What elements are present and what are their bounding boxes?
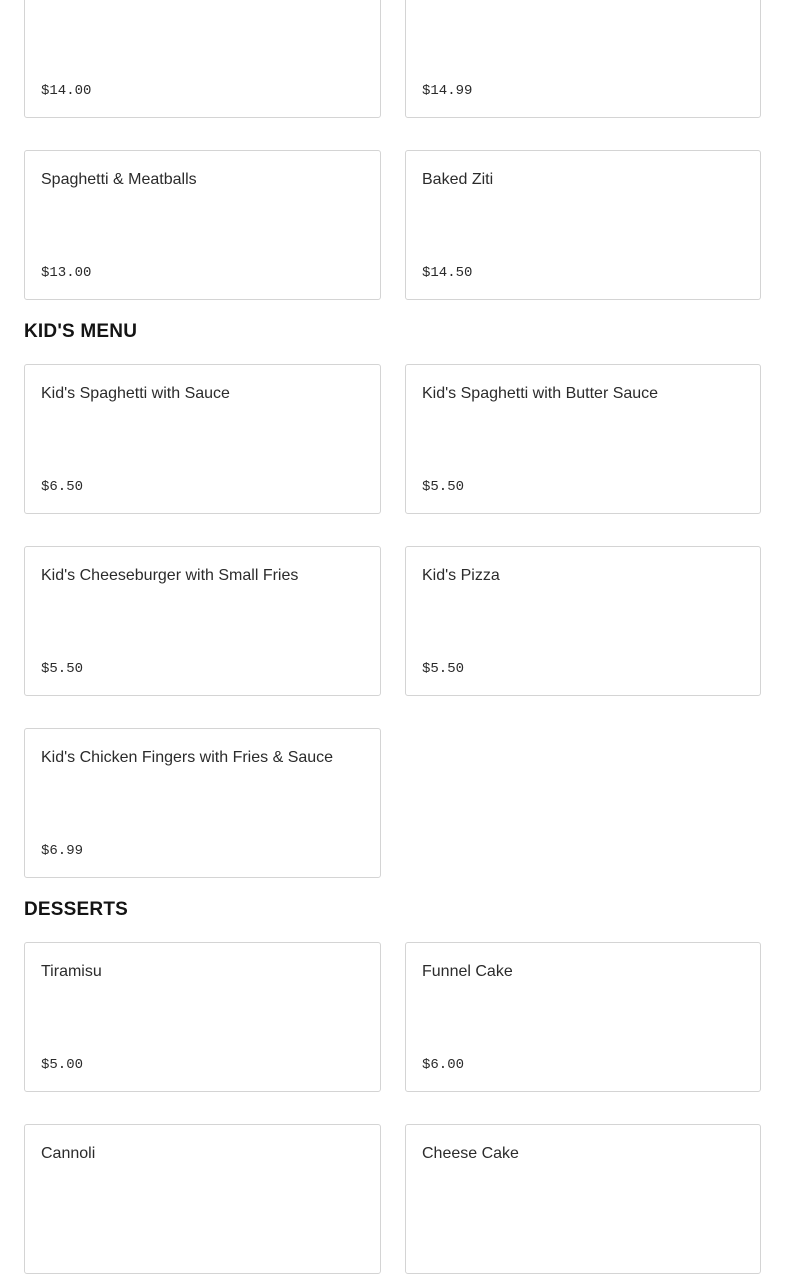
menu-item-price: $14.99: [422, 83, 473, 99]
menu-item-name: Kid's Pizza: [422, 567, 500, 584]
section-title-desserts: DESSERTS: [24, 899, 129, 920]
menu-item-name: Tiramisu: [41, 963, 102, 980]
menu-item-card[interactable]: [24, 546, 381, 696]
menu-item-name: Cheese Cake: [422, 1145, 519, 1162]
menu-item-price: $6.99: [41, 843, 84, 859]
menu-item-price: $14.50: [422, 265, 473, 281]
menu-item-card[interactable]: [405, 150, 761, 300]
menu-item-name: Kid's Chicken Fingers with Fries & Sauce: [41, 749, 334, 766]
menu-item-name: Kid's Spaghetti with Sauce: [41, 385, 230, 402]
menu-item-card[interactable]: [405, 942, 761, 1092]
menu-item-price: $5.00: [41, 1057, 84, 1073]
menu-item-card[interactable]: [24, 150, 381, 300]
menu-item-name: Kid's Spaghetti with Butter Sauce: [422, 385, 659, 402]
menu-grid: [24, 942, 761, 1274]
menu-item-card[interactable]: [24, 942, 381, 1092]
menu-item-name: Baked Ziti: [422, 171, 494, 188]
menu-item-card[interactable]: [24, 364, 381, 514]
menu-item-price: $6.50: [41, 479, 84, 495]
menu-grid: [24, 364, 761, 878]
menu-item-card[interactable]: [24, 1124, 381, 1274]
menu-item-card[interactable]: [24, 0, 381, 118]
menu-item-price: $5.50: [422, 661, 465, 677]
menu-item-card[interactable]: [405, 0, 761, 118]
menu-item-name: Funnel Cake: [422, 963, 513, 980]
menu-grid: [24, 0, 761, 300]
menu-item-price: $14.00: [41, 83, 92, 99]
menu-item-name: Cannoli: [41, 1145, 96, 1162]
menu-item-price: $13.00: [41, 265, 92, 281]
menu-item-name: Kid's Cheeseburger with Small Fries: [41, 567, 299, 584]
menu-item-card[interactable]: [405, 546, 761, 696]
menu-container: [24, 0, 761, 1274]
section-title-kids-menu: KID'S MENU: [24, 321, 138, 342]
menu-item-price: $5.50: [41, 661, 84, 677]
menu-item-price: $5.50: [422, 479, 465, 495]
menu-item-name: Spaghetti & Meatballs: [41, 171, 197, 188]
menu-item-price: $6.00: [422, 1057, 465, 1073]
menu-item-card[interactable]: [405, 1124, 761, 1274]
menu-item-card[interactable]: [405, 364, 761, 514]
menu-item-card[interactable]: [24, 728, 381, 878]
